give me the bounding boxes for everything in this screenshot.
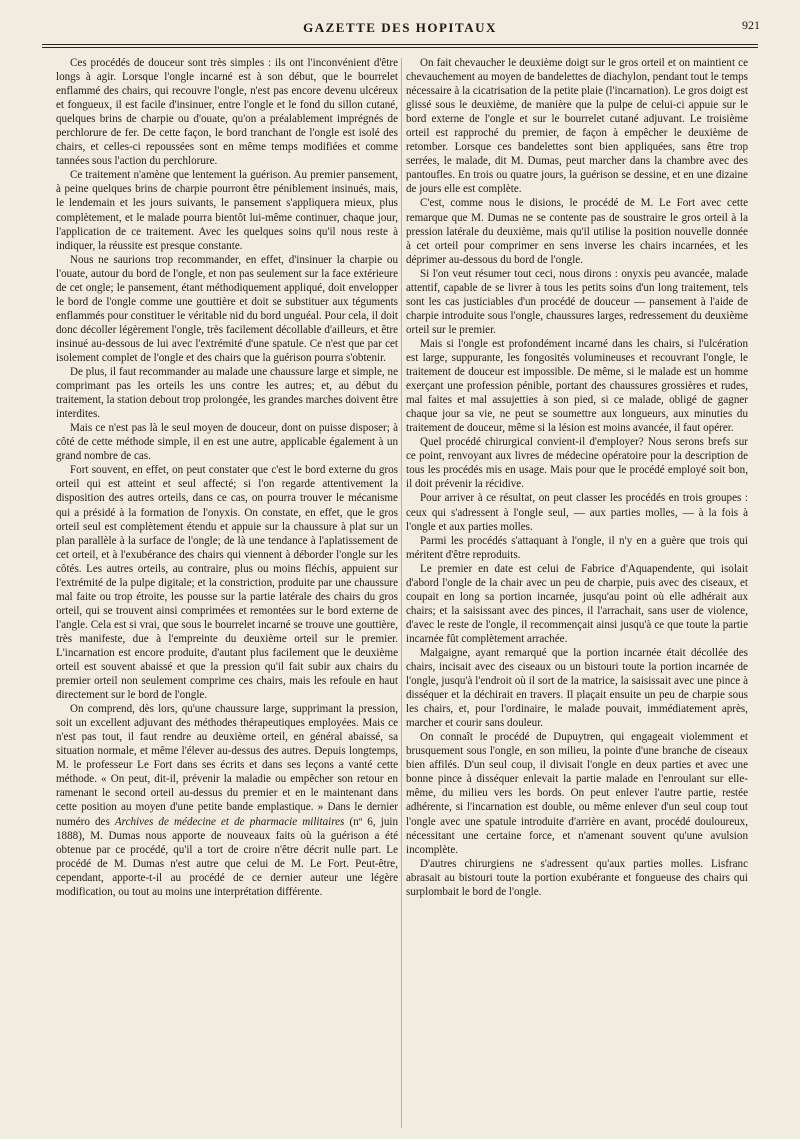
paragraph: Malgaigne, ayant remarqué que la portion incarnée était décollée des chairs, incisait avec des ciseaux ou un bistouri toute la portion incarnée de l'ongle, jusqu'à l'endroit où il sort de la matrice, la saisissait avec une pince à disséquer et la déchirait en travers. Il plaçait ensuite un peu de charpie sous les chairs, et, pour l'ordinaire, le malade pouvait, immédiatement après, marcher et courir sans douleur. — [406, 646, 748, 730]
paragraph: Mais ce n'est pas là le seul moyen de douceur, dont on puisse disposer; à côté de cette méthode simple, il en est une autre, applicable également à un grand nombre de cas. — [56, 422, 398, 463]
paragraph: C'est, comme nous le disions, le procédé de M. Le Fort avec cette remarque que M. Dumas ne se contente pas de soustraire le gros orteil à la pression latérale du deuxième, mais qu'il utilise la position nouvelle donnée à cet orteil pour comprimer en sens inverse les chairs incarnées, et les déprimer au-dessous du bord de l'ongle. — [406, 197, 748, 266]
paragraph: Nous ne saurions trop recommander, en effet, d'insinuer la charpie ou l'ouate, autour du bord de l'ongle, et non pas seulement sur la face extérieure de cet ongle; le pansement, étant méthodiquement appliqué, doit envelopper le bord de l'ongle comme une gouttière et doit se substituer aux téguments enflammés pour constituer le véritable nid du bord unguéal. Pour cela, il doit donc décoller légèrement l'ongle, très facilement décollable d'ailleurs, et être insinué au-dessous de lui avec l'extrémité d'une spatule. Ce n'est que par cet isolement complet de l'ongle et des chairs que la guérison pourra s'obtenir. — [56, 253, 398, 364]
left-column — [56, 56, 398, 899]
page-number: 921 — [742, 18, 760, 32]
paragraph: Le premier en date est celui de Fabrice d'Aquapendente, qui isolait d'abord l'ongle de la chair avec un peu de charpie, puis avec des ciseaux, et coupait en long sa portion incarnée, jusqu'au point où elle adhérait aux chairs; et la saisissant avec des pinces, il l'arrachait, sans user de violence, d'avec le reste de l'ongle, il recommençait ainsi jusqu'à ce que toute la partie incarnée fût complètement arrachée. — [406, 562, 748, 645]
right-column — [406, 56, 748, 899]
header-rule-double — [42, 47, 758, 48]
paragraph: Quel procédé chirurgical convient-il d'employer? Nous serons brefs sur ce point, renvoyant aux livres de médecine opératoire pour la description de tous les procédés mis en usage. Mais pour que le procédé employé soit bon, il doit prévenir la récidive. — [406, 436, 748, 491]
paragraph: Ce traitement n'amène que lentement la guérison. Au premier pansement, à peine quelques brins de charpie pourront être péniblement insinués, mais, le lendemain et les jours suivants, le pansement s'appliquera mieux, plus complètement, et le malade pourra bientôt lui-même continuer, chaque jour, l'application de ce traitement. Avec les quelques soins qu'il nous reste à indiquer, la réussite est presque constante. — [56, 169, 398, 252]
paragraph: On connaît le procédé de Dupuytren, qui engageait violemment et brusquement sous l'ongle, en son milieu, la pointe d'une branche de ciseaux bien affilés. D'un seul coup, il divisait l'ongle en deux parties et avec une bonne pince à disséquer enlevait la partie malade en l'enroulant sur elle-même, du milieu vers les bords. On peut enlever l'autre partie, restée adhérente, si l'incarnation est double, ou même enlever d'un seul coup tout l'ongle avec une spatule introduite d'arrière en avant, procédé douloureux, nécessitant une certaine force, et n'amenant souvent qu'une avulsion incomplète. — [406, 731, 748, 856]
running-title: GAZETTE DES HOPITAUX — [303, 20, 497, 35]
paragraph-text: On comprend, dès lors, qu'une chaussure large, supprimant la pression, soit un excellent adjuvant des méthodes thérapeutiques employées. Mais ce n'est pas tout, il faut rendre au deuxième orteil, en général abaissé, sa situation normale, et même l'élever au-dessus des autres. Depuis longtemps, M. le professeur Le Fort dans ses écrits et dans ses leçons a vanté cette méthode. « On peut, dit-il, prévenir la maladie ou empêcher son retour en ramenant le second orteil au-dessus du premier et en le maintenant dans cette position au moyen d'une petite bande emplastique. » Dans le dernier numéro des — [56, 703, 398, 828]
paragraph: Mais si l'ongle est profondément incarné dans les chairs, si l'ulcération est large, suppurante, les fongosités volumineuses et recouvrant l'ongle, le traitement de douceur est impossible. De même, si le malade est un homme exerçant une profession pénible, portant des chaussures grossières et rudes, mal faites et mal assujetties à son pied, si ce malade, obligé de gagner chaque jour sa vie, ne peut se soumettre aux longueurs, aux minuties du traitement de douceur, même si la lésion est moins avancée, il faut opérer. — [406, 337, 748, 435]
paragraph: Parmi les procédés s'attaquant à l'ongle, il n'y en a guère que trois qui méritent d'être reproduits. — [406, 534, 748, 561]
journal-title: Archives de médecine et de pharmacie militaires — [114, 815, 345, 828]
page-header — [40, 18, 760, 42]
column-divider — [401, 58, 402, 1128]
paragraph-text-continued: (nº 6, juin 1888), M. Dumas nous apporte de nouveaux faits où la guérison a été obtenue par ce procédé, qu'il a tort de croire n'être décrit nulle part. Le procédé de M. Dumas n'est autre que celui de M. Le Fort. Peut-être, cependant, apporte-t-il au procédé de ce dernier auteur une légère modification, ou tout au moins une interprétation différente. — [56, 815, 398, 898]
paragraph — [56, 702, 398, 899]
paragraph: D'autres chirurgiens ne s'adressent qu'aux parties molles. Lisfranc abrasait au bistouri toute la portion exubérante et fongueuse des chairs qui surplombait le bord de l'ongle. — [406, 857, 748, 898]
paragraph: Si l'on veut résumer tout ceci, nous dirons : onyxis peu avancée, malade attentif, capable de se livrer à tous les petits soins d'un long traitement, tels sont les cas justiciables d'un procédé de douceur — pansement à l'aide de charpie introduite sous l'ongle, chaussures larges, redressement du deuxième orteil sur le premier. — [406, 267, 748, 336]
paragraph: On fait chevaucher le deuxième doigt sur le gros orteil et on maintient ce chevauchement au moyen de bandelettes de diachylon, pendant tout le temps nécessaire à la cicatrisation de la petite plaie (l'incarnation). Le gros doigt est glissé sous le deuxième, de manière que la pulpe de celui-ci appuie sur le bord externe de l'ongle et sur le bourrelet cutané adjuvant. Le troisième orteil est rapproché du premier, de façon à empêcher le deuxième de retomber. Lorsque ces bandelettes sont bien appliquées, sans être trop serrées, le malade, dit M. Dumas, peut marcher dans la chambre avec des pantoufles. En trois ou quatre jours, la guérison se dessine, et en une dizaine de jours elle est complète. — [406, 57, 748, 196]
paragraph: Fort souvent, en effet, on peut constater que c'est le bord externe du gros orteil qui est atteint et seul affecté; si l'on regarde attentivement la disposition des autres orteils, dans ce cas, on pourra trouver le mécanisme qui a présidé à la formation de l'onyxis. On constate, en effet, que le gros orteil seul est complètement étendu et appuie sur la chaussure à plat sur un plan parallèle à la surface de l'ongle; de là une tendance à l'aplatissement de cet orteil, et à l'exubérance des chairs qui viennent à déborder l'ongle sur les côtés. Les autres orteils, au contraire, plus ou moins fléchis, appuient sur l'extrémité de la pulpe digitale; et la constriction, produite par une chaussure mal faite ou trop étroite, les pousse sur la partie latérale des chairs du gros orteil, qui se trouvent ainsi comprimées et remontées sur le bord externe de l'angle. Cela est si vrai, que sous le bourrelet incarné se trouve une gouttière, très manifeste, due à l'empreinte du deuxième orteil sur le premier. L'incarnation est encore produite, d'autant plus facilement que le deuxième orteil est souvent abaissé et que la pression qu'il fait subir aux chairs du premier orteil non seulement comprime ces chairs, mais les refoule en haut directement sur le bord de l'ongle. — [56, 464, 398, 702]
paragraph: Ces procédés de douceur sont très simples : ils ont l'inconvénient d'être longs à agir. Lorsque l'ongle incarné est à son début, que le bourrelet enflammé des chairs, qui recouvre l'ongle, n'est pas encore devenu ulcéreux et fongueux, il est facile d'insinuer, entre l'ongle et le fond du sillon cutané, quelques brins de charpie ou d'ouate, qu'on a préalablement imprégnés de perchlorure de fer. De cette façon, le bord tranchant de l'ongle est isolé des chairs, et celles-ci repoussées sont en même temps modifiées et comme tannées sous l'action du perchlorure. — [56, 57, 398, 168]
paragraph: Pour arriver à ce résultat, on peut classer les procédés en trois groupes : ceux qui s'adressent à l'ongle seul, — aux parties molles, — à la fois à l'ongle et aux parties molles. — [406, 492, 748, 533]
header-rule — [42, 44, 758, 45]
paragraph: De plus, il faut recommander au malade une chaussure large et simple, ne comprimant pas les orteils les uns contre les autres; et, au début du traitement, la station debout trop prolongée, les grandes marches doivent être interdites. — [56, 366, 398, 421]
